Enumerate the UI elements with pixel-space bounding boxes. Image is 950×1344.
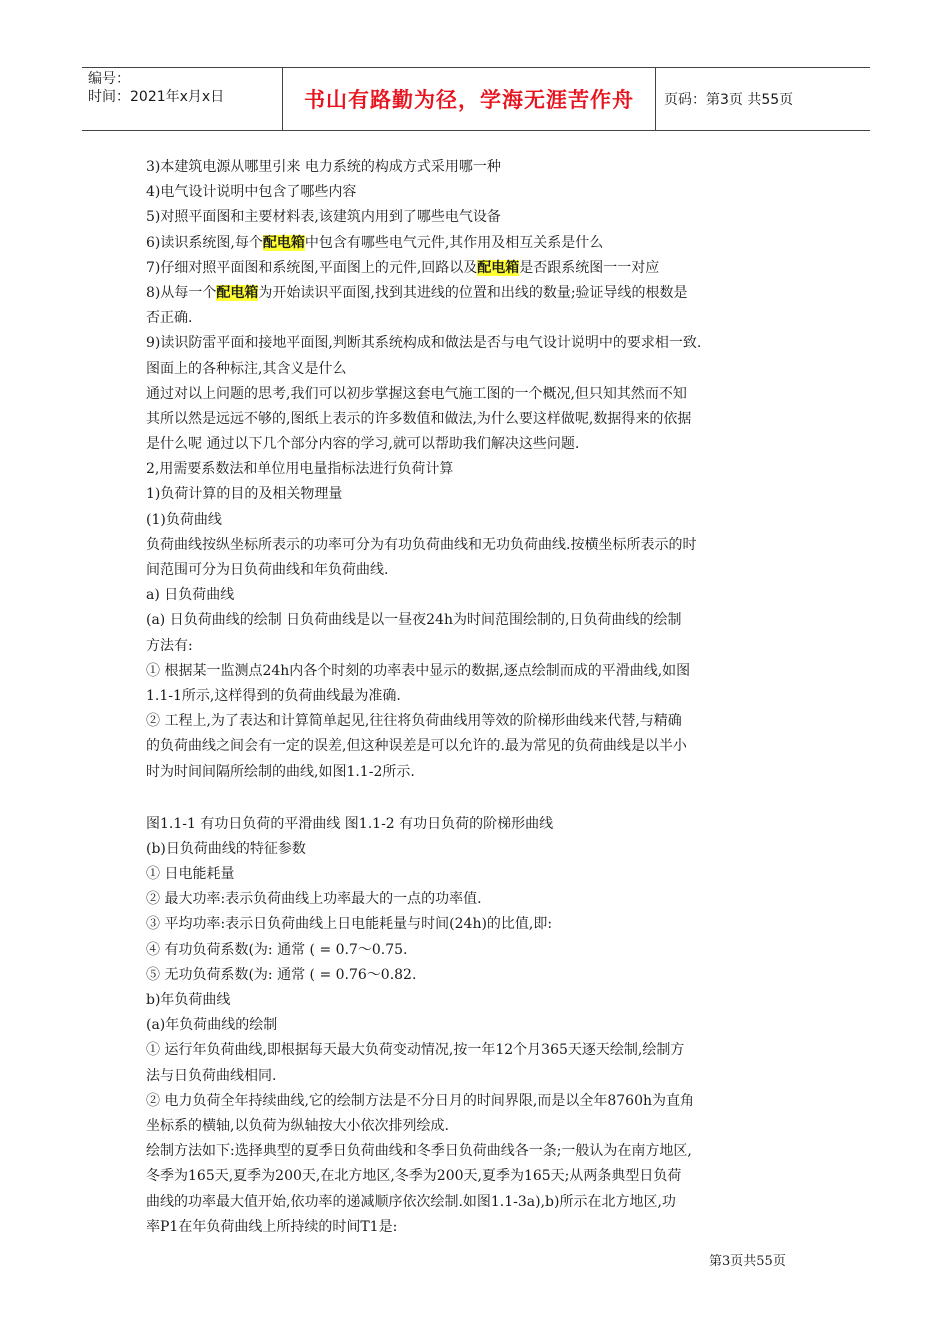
text-line <box>146 1215 822 1240</box>
line-text: 3)本建筑电源从哪里引来 电力系统的构成方式采用哪一种 <box>146 159 501 175</box>
text-line <box>146 659 822 684</box>
text-line <box>146 1114 822 1139</box>
line-text: 图面上的各种标注,其含义是什么 <box>146 360 347 377</box>
line-text: (1)负荷曲线 <box>146 511 222 528</box>
text-line <box>146 155 822 180</box>
line-text: ① 运行年负荷曲线,即根据每天最大负荷变动情况,按一年12个月365天逐天绘制,绘制方 <box>146 1042 685 1059</box>
header-motto: 书山有路勤为径，学海无涯苦作舟 <box>282 68 656 130</box>
text-line <box>146 306 822 331</box>
text-line <box>146 1038 822 1063</box>
text-line <box>146 862 822 887</box>
text-line <box>146 963 822 988</box>
text-line <box>146 432 822 457</box>
line-text: 率P1在年负荷曲线上所持续的时间T1是: <box>146 1218 398 1235</box>
text-line <box>146 508 822 533</box>
text-line <box>146 837 822 862</box>
text-line <box>146 812 822 837</box>
line-text: ② 电力负荷全年持续曲线,它的绘制方法是不分日月的时间界限,而是以全年8760h为直角 <box>146 1092 694 1109</box>
line-text: 是否跟系统图一一对应 <box>519 259 660 276</box>
text-line <box>146 331 822 356</box>
page-header <box>82 67 870 131</box>
text-line <box>146 709 822 734</box>
highlighted-term: 配电箱 <box>477 259 520 276</box>
line-text: b)年负荷曲线 <box>146 992 231 1008</box>
line-text: 9)读识防雷平面和接地平面图,判断其系统构成和做法是否与电气设计说明中的要求相一致. <box>146 335 702 352</box>
line-text: ⑤ 无功负荷系数(为: 通常 ( = 0.76～0.82. <box>146 966 417 983</box>
line-text: 2,用需要系数法和单位用电量指标法进行负荷计算 <box>146 461 454 478</box>
line-text: 绘制方法如下:选择典型的夏季日负荷曲线和冬季日负荷曲线各一条;一般认为在南方地区, <box>146 1143 692 1160</box>
line-text: 时为时间间隔所绘制的曲线,如图1.1-2所示. <box>146 763 415 780</box>
line-text: 中包含有哪些电气元件,其作用及相互关系是什么 <box>304 234 604 251</box>
header-meta <box>88 70 278 106</box>
line-text: 5)对照平面图和主要材料表,该建筑内用到了哪些电气设备 <box>146 209 501 226</box>
text-line <box>146 887 822 912</box>
line-text: 冬季为165天,夏季为200天,在北方地区,冬季为200天,夏季为165天;从两条典型日负荷 <box>146 1168 682 1185</box>
text-line <box>146 938 822 963</box>
text-line <box>146 256 822 281</box>
text-line <box>146 180 822 205</box>
line-text: ② 最大功率:表示负荷曲线上功率最大的一点的功率值. <box>146 891 482 908</box>
line-text: (b)日负荷曲线的特征参数 <box>146 840 306 857</box>
line-text: 否正确. <box>146 310 193 327</box>
text-line <box>146 760 822 785</box>
line-text: 为开始读识平面图,找到其进线的位置和出线的数量;验证导线的根数是 <box>258 284 688 301</box>
line-text: 方法有: <box>146 637 193 654</box>
text-line <box>146 988 822 1013</box>
text-line <box>146 357 822 382</box>
text-line <box>146 1089 822 1114</box>
line-text: ① 根据某一监测点24h内各个时刻的功率表中显示的数据,逐点绘制而成的平滑曲线,如图 <box>146 662 691 679</box>
header-page-code: 页码：第3页 共55页 <box>664 92 794 108</box>
line-text: ② 工程上,为了表达和计算简单起见,往往将负荷曲线用等效的阶梯形曲线来代替,与精确 <box>146 713 682 730</box>
line-text: 间范围可分为日负荷曲线和年负荷曲线. <box>146 562 389 578</box>
text-line <box>146 734 822 759</box>
text-line <box>146 533 822 558</box>
line-text: a) 日负荷曲线 <box>146 587 235 604</box>
number-label: 编号： <box>88 71 130 87</box>
text-line <box>146 634 822 659</box>
text-line <box>146 684 822 709</box>
text-line <box>146 482 822 507</box>
line-text: 4)电气设计说明中包含了哪些内容 <box>146 184 357 201</box>
text-line <box>146 205 822 230</box>
line-text: ① 日电能耗量 <box>146 866 235 883</box>
time-label: 时间：2021年x月x日 <box>88 89 225 105</box>
line-text: 7)仔细对照平面图和系统图,平面图上的元件,回路以及 <box>146 259 478 276</box>
text-line <box>146 407 822 432</box>
line-text: 坐标系的横轴,以负荷为纵轴按大小依次排列绘成. <box>146 1117 449 1134</box>
text-line <box>146 608 822 633</box>
line-text: 8)从每一个 <box>146 284 217 301</box>
text-line <box>146 912 822 937</box>
line-text: 1)负荷计算的目的及相关物理量 <box>146 486 343 503</box>
paragraph-gap <box>146 785 822 812</box>
text-line <box>146 382 822 407</box>
text-line <box>146 583 822 608</box>
line-text: 通过对以上问题的思考,我们可以初步掌握这套电气施工图的一个概况,但只知其然而不知 <box>146 385 687 402</box>
line-text: 法与日负荷曲线相同. <box>146 1067 277 1084</box>
text-line <box>146 281 822 306</box>
text-line <box>146 1064 822 1089</box>
line-text: ③ 平均功率:表示日负荷曲线上日电能耗量与时间(24h)的比值,即: <box>146 916 553 933</box>
text-line <box>146 1164 822 1189</box>
line-text: 1.1-1所示,这样得到的负荷曲线最为准确. <box>146 687 401 704</box>
text-line <box>146 1139 822 1164</box>
line-text: (a)年负荷曲线的绘制 <box>146 1017 278 1034</box>
line-text: 是什么呢 通过以下几个部分内容的学习,就可以帮助我们解决这些问题. <box>146 436 580 453</box>
highlighted-term: 配电箱 <box>216 284 259 301</box>
text-line <box>146 457 822 482</box>
highlighted-term: 配电箱 <box>262 234 305 251</box>
text-line <box>146 1013 822 1038</box>
line-text: 负荷曲线按纵坐标所表示的功率可分为有功负荷曲线和无功负荷曲线.按横坐标所表示的时 <box>146 536 697 553</box>
line-text: 图1.1-1 有功日负荷的平滑曲线 图1.1-2 有功日负荷的阶梯形曲线 <box>146 815 554 832</box>
line-text: 的负荷曲线之间会有一定的误差,但这种误差是可以允许的.最为常见的负荷曲线是以半小 <box>146 738 687 755</box>
text-line <box>146 1190 822 1215</box>
text-line <box>146 558 822 583</box>
text-line <box>146 231 822 256</box>
line-text: (a) 日负荷曲线的绘制 日负荷曲线是以一昼夜24h为时间范围绘制的,日负荷曲线的绘制 <box>146 612 682 629</box>
document-body <box>146 155 822 1240</box>
line-text: 曲线的功率最大值开始,依功率的递减顺序依次绘制.如图1.1-3a),b)所示在北方地区,功 <box>146 1193 676 1210</box>
page-footer: 第3页共55页 <box>709 1254 786 1269</box>
line-text: 其所以然是远远不够的,图纸上表示的许多数值和做法,为什么要这样做呢,数据得来的依据 <box>146 410 692 427</box>
line-text: ④ 有功负荷系数(为: 通常 ( = 0.7～0.75. <box>146 941 408 958</box>
line-text: 6)读识系统图,每个 <box>146 234 263 251</box>
